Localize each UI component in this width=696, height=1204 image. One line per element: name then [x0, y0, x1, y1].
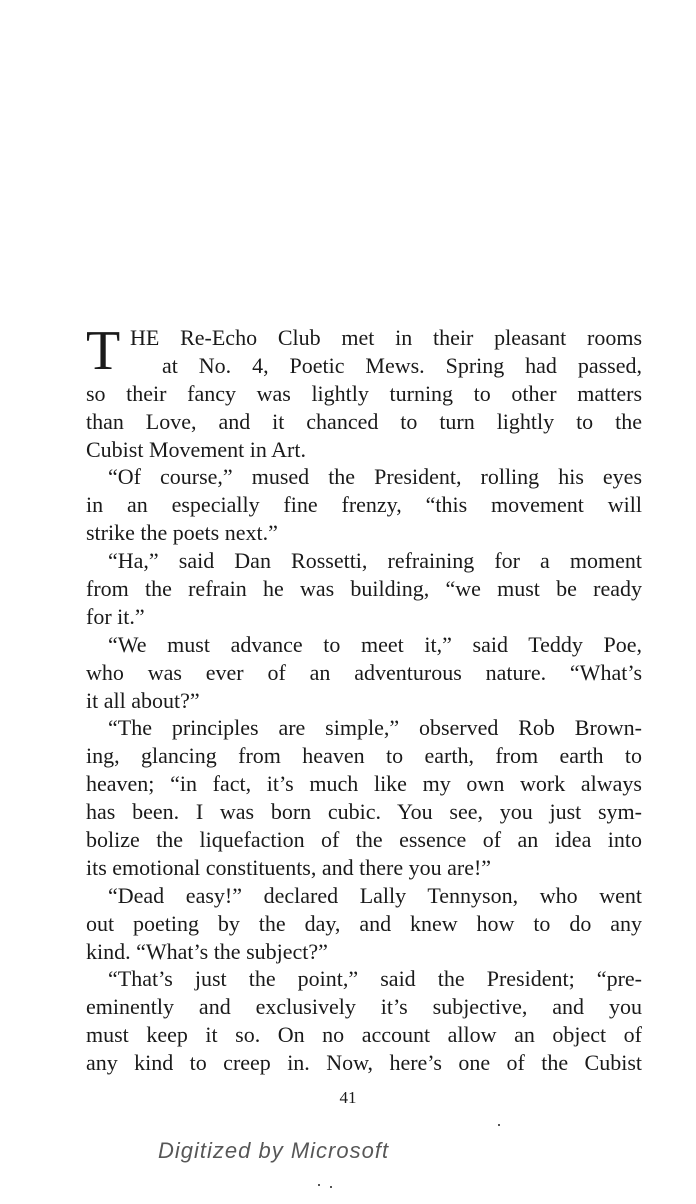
- text-line: eminently and exclusively it’s subjective, and you: [86, 994, 642, 1020]
- text-line: kind. “What’s the subject?”: [86, 938, 328, 964]
- digitization-watermark: Digitized by Microsoft: [158, 1138, 390, 1163]
- text-line: who was ever of an adventurous nature. “What’s: [86, 659, 642, 685]
- text-line: bolize the liquefaction of the essence of an idea into: [86, 827, 642, 853]
- text-line: HE Re-Echo Club met in their pleasant rooms: [130, 325, 642, 350]
- text-line: ing, glancing from heaven to earth, from earth to: [86, 743, 642, 769]
- text-line: “The principles are simple,” observed Rob Brown-: [108, 715, 642, 741]
- text-line: any kind to creep in. Now, here’s one of the Cubist: [86, 1050, 642, 1076]
- drop-cap: T: [86, 320, 121, 382]
- text-line: strike the poets next.”: [86, 520, 278, 546]
- text-line: “Dead easy!” declared Lally Tennyson, who went: [108, 882, 642, 908]
- text-line: it all about?”: [86, 687, 200, 713]
- text-line: Cubist Movement in Art.: [86, 436, 306, 462]
- text-line: from the refrain he was building, “we must be ready: [86, 576, 642, 602]
- text-line: out poeting by the day, and knew how to do any: [86, 910, 642, 936]
- page-body: [86, 320, 642, 1077]
- text-line: “Of course,” mused the President, rolling his eyes: [108, 464, 642, 490]
- scan-speck: [498, 1124, 500, 1126]
- text-line: for it.”: [86, 603, 145, 629]
- text-line: “That’s just the point,” said the President; “pre-: [108, 966, 642, 992]
- text-line: so their fancy was lightly turning to other matters: [86, 380, 642, 406]
- text-line: heaven; “in fact, it’s much like my own work always: [86, 771, 642, 797]
- scan-speck: [330, 1186, 332, 1188]
- text-line: has been. I was born cubic. You see, you just sym-: [86, 799, 642, 825]
- text-line: at No. 4, Poetic Mews. Spring had passed,: [162, 352, 642, 378]
- text-line: “Ha,” said Dan Rossetti, refraining for a moment: [108, 548, 642, 574]
- text-line: in an especially fine frenzy, “this movement will: [86, 492, 642, 518]
- text-line: its emotional constituents, and there you are!”: [86, 854, 492, 880]
- text-line: “We must advance to meet it,” said Teddy Poe,: [108, 631, 642, 657]
- text-line: than Love, and it chanced to turn lightly to the: [86, 408, 642, 434]
- page-number: 41: [339, 1088, 357, 1107]
- text-line: must keep it so. On no account allow an object of: [86, 1022, 642, 1048]
- scan-speck: [318, 1184, 320, 1186]
- opening-paragraph: [86, 320, 642, 463]
